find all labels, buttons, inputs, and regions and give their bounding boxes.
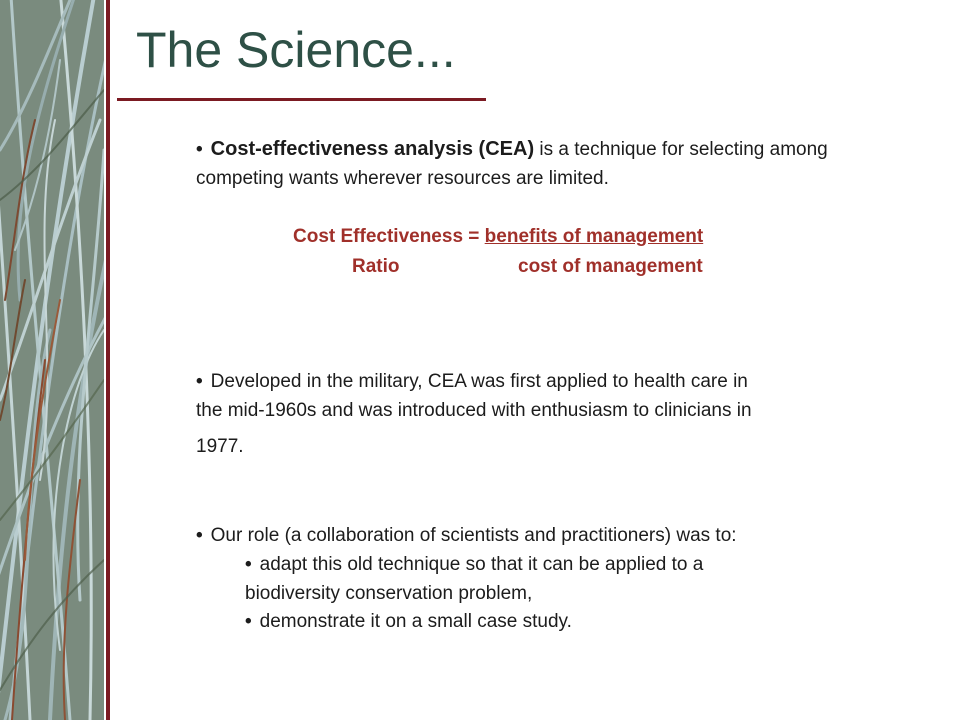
sub-bullet-demonstrate (245, 607, 885, 636)
vertical-divider (106, 0, 110, 720)
demonstrate-text: demonstrate it on a small case study. (259, 611, 572, 632)
adapt-line-1: adapt this old technique so that it can be applied to a (259, 554, 704, 575)
sub-bullet-adapt (245, 550, 885, 608)
title-underline (117, 98, 486, 101)
bullet-our-role (196, 521, 876, 550)
bullet-cea-history (196, 367, 876, 461)
formula-top-line (293, 226, 703, 248)
our-role-text: Our role (a collaboration of scientists and practitioners) was to: (210, 525, 737, 546)
page-title: The Science... (136, 22, 456, 78)
formula-label-bottom: Ratio (352, 256, 400, 277)
cea-definition-text: is a technique for selecting among competing wants wherever resources are limited. (196, 139, 828, 189)
adapt-line-2: biodiversity conservation problem, (245, 583, 533, 604)
grass-photo (0, 0, 104, 720)
bullet-marker: • (245, 611, 252, 632)
bullet-marker: • (245, 554, 252, 575)
history-line-1: • Developed in the military, CEA was first applied to health care in (196, 371, 748, 392)
bullet-marker: • (196, 525, 203, 546)
formula-denominator: cost of management (518, 256, 703, 277)
bullet-cea-definition (196, 135, 876, 193)
bullet-marker: • (196, 371, 203, 392)
bullet-marker: • (196, 139, 203, 160)
cea-term: Cost-effectiveness analysis (CEA) (210, 138, 535, 160)
history-line-2: the mid-1960s and was introduced with enthusiasm to clinicians in (196, 400, 752, 421)
history-line-3: 1977. (196, 436, 244, 457)
formula-label-top: Cost Effectiveness = (293, 226, 485, 247)
formula-numerator: benefits of management (484, 226, 704, 247)
